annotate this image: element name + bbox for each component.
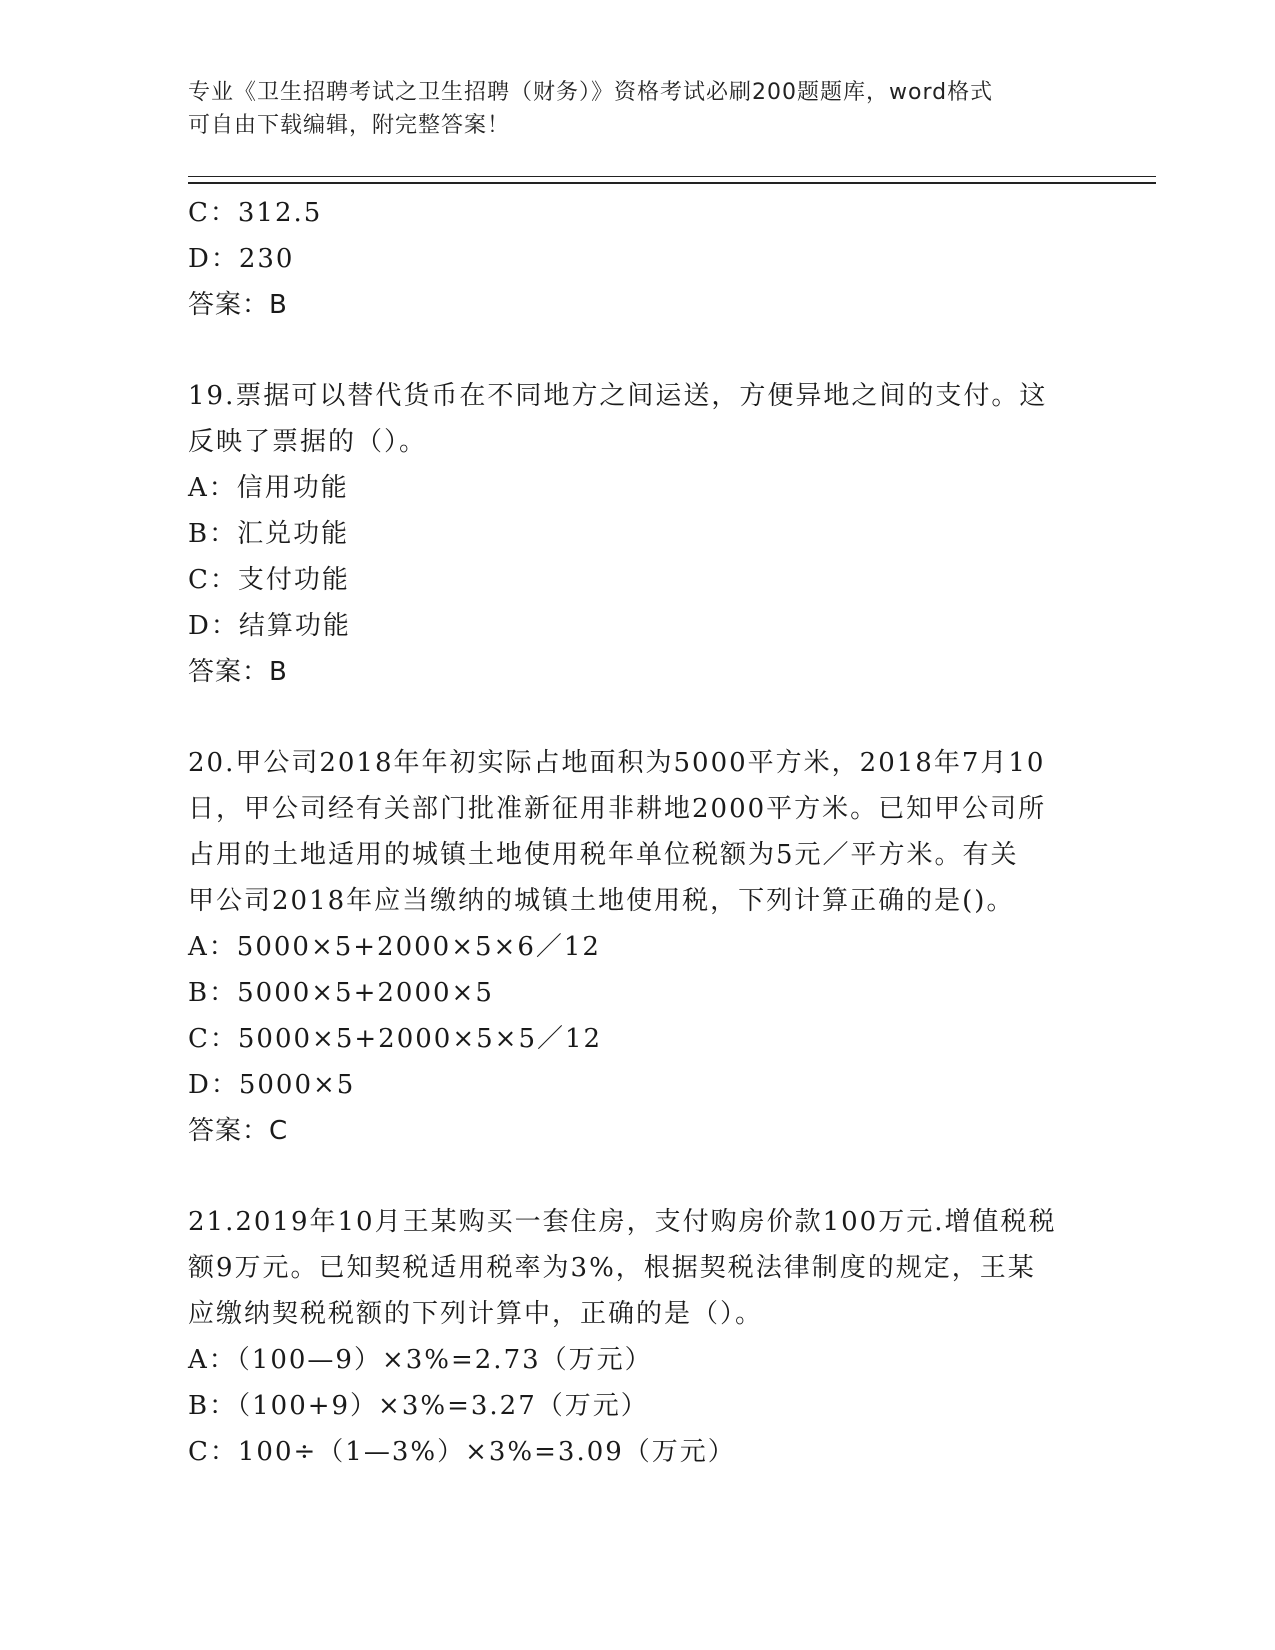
question-text: 反映了票据的（）。 — [188, 427, 428, 457]
question-19 — [188, 373, 1088, 695]
option-c: C：100÷（1—3%）×3%=3.09（万元） — [188, 1437, 736, 1467]
question-text: 占用的土地适用的城镇土地使用税年单位税额为5元／平方米。有关 — [188, 840, 1019, 870]
option-c: C：312.5 — [188, 198, 323, 228]
question-content — [188, 190, 1088, 1475]
question-text: 20.甲公司2018年年初实际占地面积为5000平方米，2018年7月10 — [188, 748, 1046, 778]
option-b: B：（100+9）×3%=3.27（万元） — [188, 1391, 649, 1421]
question-text: 甲公司2018年应当缴纳的城镇土地使用税，下列计算正确的是()。 — [188, 886, 1015, 916]
answer-label: 答案：B — [188, 657, 288, 687]
option-a: A：5000×5+2000×5×6／12 — [188, 932, 601, 962]
option-b: B：5000×5+2000×5 — [188, 978, 494, 1008]
header-rule-thick — [188, 182, 1156, 184]
header-title-line-2: 可自由下载编辑，附完整答案！ — [188, 113, 511, 138]
option-b: B：汇兑功能 — [188, 519, 350, 549]
page-header — [188, 76, 1068, 142]
question-text: 19.票据可以替代货币在不同地方之间运送，方便异地之间的支付。这 — [188, 381, 1048, 411]
header-rule-thin — [188, 176, 1156, 177]
option-c: C：支付功能 — [188, 565, 350, 595]
question-text: 应缴纳契税税额的下列计算中，正确的是（）。 — [188, 1299, 764, 1329]
answer-label: 答案：C — [188, 1116, 289, 1146]
option-a: A：信用功能 — [188, 473, 349, 503]
question-text: 21.2019年10月王某购买一套住房，支付购房价款100万元.增值税税 — [188, 1207, 1057, 1237]
option-d: D：230 — [188, 244, 295, 274]
option-d: D：5000×5 — [188, 1070, 356, 1100]
answer-label: 答案：B — [188, 290, 288, 320]
question-20 — [188, 740, 1088, 1154]
header-title-line-1: 专业《卫生招聘考试之卫生招聘（财务）》资格考试必刷200题题库，word格式 — [188, 80, 994, 105]
question-text: 日，甲公司经有关部门批准新征用非耕地2000平方米。已知甲公司所 — [188, 794, 1047, 824]
question-21 — [188, 1199, 1088, 1475]
question-text: 额9万元。已知契税适用税率为3%，根据契税法律制度的规定，王某 — [188, 1253, 1036, 1283]
option-a: A：（100—9）×3%=2.73（万元） — [188, 1345, 653, 1375]
option-c: C：5000×5+2000×5×5／12 — [188, 1024, 603, 1054]
option-d: D：结算功能 — [188, 611, 351, 641]
